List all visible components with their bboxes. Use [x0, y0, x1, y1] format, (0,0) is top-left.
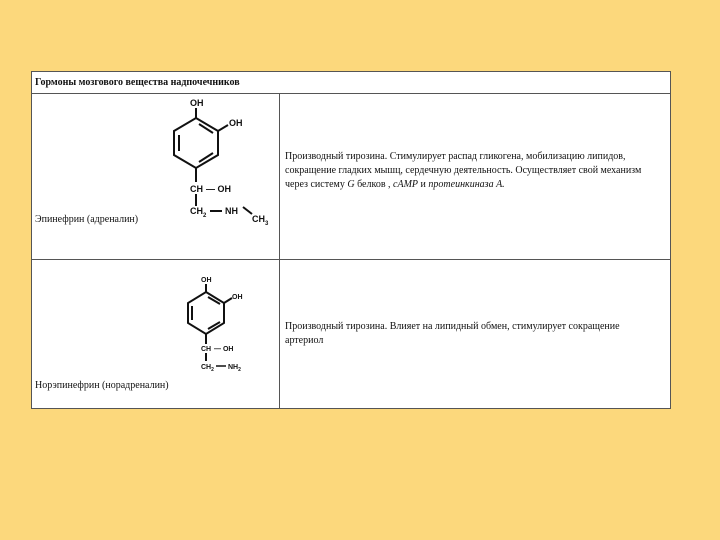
table-row [32, 94, 670, 260]
desc-italic-pka: протеинкиназа А. [428, 179, 505, 190]
nh-label: NH [225, 206, 238, 216]
hormone-name: Норэпинефрин (норадреналин) [35, 380, 169, 391]
oh-top-label: OH [190, 98, 204, 108]
ch2-label [201, 364, 214, 373]
ch3-label [252, 214, 269, 227]
ch2-label [190, 206, 207, 219]
nh2-label [228, 364, 241, 373]
hormone-table [31, 71, 671, 409]
hormone-name: Эпинефрин (адреналин) [35, 214, 139, 225]
hormone-description: Производный тирозина. Влияет на липидный обмен, стимулирует сокращение артериол [285, 321, 620, 346]
ch2-main: CH [190, 206, 203, 216]
ch-label: CH [201, 346, 212, 353]
oh-side-label: — OH [206, 184, 232, 194]
table-header: Гормоны мозгового вещества надпочечников [32, 72, 670, 94]
name-cell [32, 260, 280, 408]
desc-italic-camp: cAMP [393, 179, 419, 190]
ch2-sub: 2 [203, 213, 207, 219]
ch-label: CH [190, 184, 203, 194]
oh-right-label: OH [229, 118, 243, 128]
oh-top-label: OH [201, 277, 212, 284]
ch2-sub: 2 [211, 367, 214, 373]
desc-mid: белков , [357, 179, 391, 190]
epinephrine-structure [32, 94, 280, 260]
oh-side-label: — OH [214, 346, 234, 353]
oh-right-label: OH [232, 294, 243, 301]
ch3-sub: 3 [265, 221, 269, 227]
hormone-description [285, 150, 655, 192]
nh2-sub: 2 [238, 367, 241, 373]
description-cell [280, 94, 670, 259]
description-cell [280, 260, 670, 408]
name-cell [32, 94, 280, 259]
desc-and: и [420, 179, 426, 190]
table-row [32, 260, 670, 408]
desc-plain: Производный тирозина. Стимулирует распад гликогена, мобилизацию липидов, сокращение гладких мышц, сердечную деятельность. Осуществляет свой механизм через систему [285, 151, 642, 190]
nh2-main: NH [228, 364, 239, 371]
desc-italic-g: G [347, 179, 355, 190]
ch3-main: CH [252, 214, 265, 224]
ch2-main: CH [201, 364, 212, 371]
